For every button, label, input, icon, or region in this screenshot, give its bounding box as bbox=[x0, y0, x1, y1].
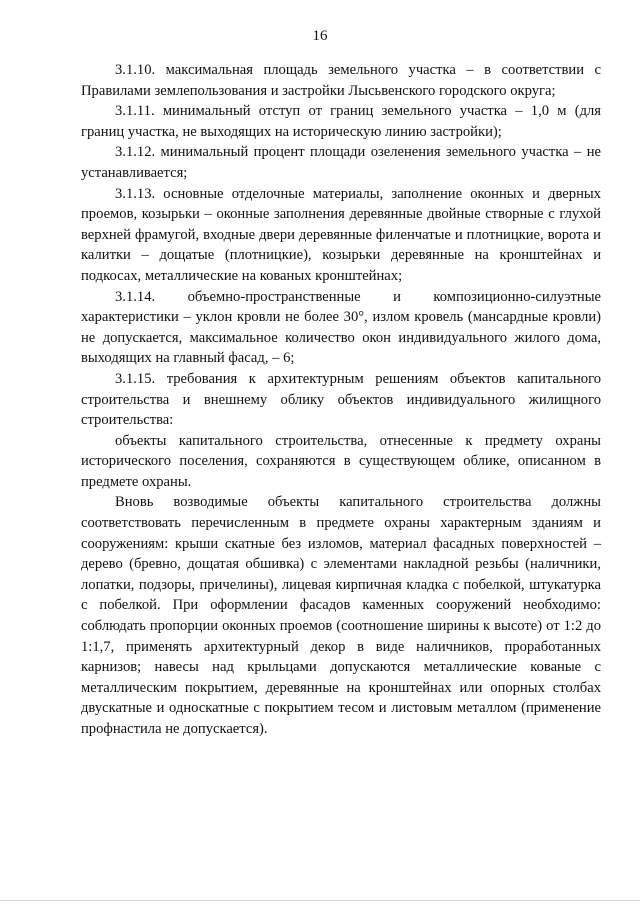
paragraph-3-1-11: 3.1.11. минимальный отступ от границ земельного участка – 1,0 м (для границ участка, не выходящих на историческую линию застройки); bbox=[81, 103, 601, 140]
paragraph-3-1-10: 3.1.10. максимальная площадь земельного участка – в соответствии с Правилами землепользования и застройки Лысьвенского городского округа; bbox=[81, 62, 601, 99]
paragraph-3-1-15: 3.1.15. требования к архитектурным решениям объектов капитального строительства и внешнему облику объектов индивидуального жилищного строительства: bbox=[81, 370, 601, 429]
paragraph-new-construction: Вновь возводимые объекты капитального строительства должны соответствовать перечисленным в предмете охраны характерным зданиям и сооружениям: крыши скатные без изломов, материал фасадных поверхностей – дерево (бревно, дощатая обшивка) с элементами накладной резьбы (наличники, лопатки, подзоры, причелины), лицевая кирпичная кладка с побелкой, штукатурка с побелкой. При оформлении фасадов каменных сооружений необходимо: соблюдать пропорции оконных проемов (соотношение ширины к высоте) от 1:2 до 1:1,7, применять архитектурный декор в виде наличников, проработанных карнизов; навесы над крыльцами допускаются металлические кованые с металлическим покрытием, деревянные на кронштейнах или опорных столбах двускатные и односкатные с покрытием тесом и листовым металлом (применение профнастила не допускается). bbox=[81, 494, 601, 737]
paragraph-3-1-13: 3.1.13. основные отделочные материалы, заполнение оконных и дверных проемов, козырьки – оконные заполнения деревянные двойные створные с глухой верхней фрамугой, входные двери деревянные филенчатые и плотницкие, ворота и калитки – дощатые (плотницкие), козырьки деревянные на кронштейнах и подкосах, металлические на кованых кронштейнах; bbox=[81, 185, 601, 284]
paragraph-protected-objects: объекты капитального строительства, отнесенные к предмету охраны исторического поселения, сохраняются в существующем облике, описанном в предмете охраны. bbox=[81, 432, 601, 490]
document-body bbox=[81, 60, 601, 740]
paragraph-3-1-14: 3.1.14. объемно-пространственные и композиционно-силуэтные характеристики – уклон кровли не более 30°, излом кровель (мансардные кровли) не допускается, максимальное количество окон индивидуального жилого дома, выходящих на главный фасад, – 6; bbox=[81, 288, 601, 367]
page-bottom-edge bbox=[0, 900, 640, 901]
paragraph-3-1-12: 3.1.12. минимальный процент площади озеленения земельного участка – не устанавливается; bbox=[81, 144, 601, 181]
page-number: 16 bbox=[312, 28, 328, 44]
